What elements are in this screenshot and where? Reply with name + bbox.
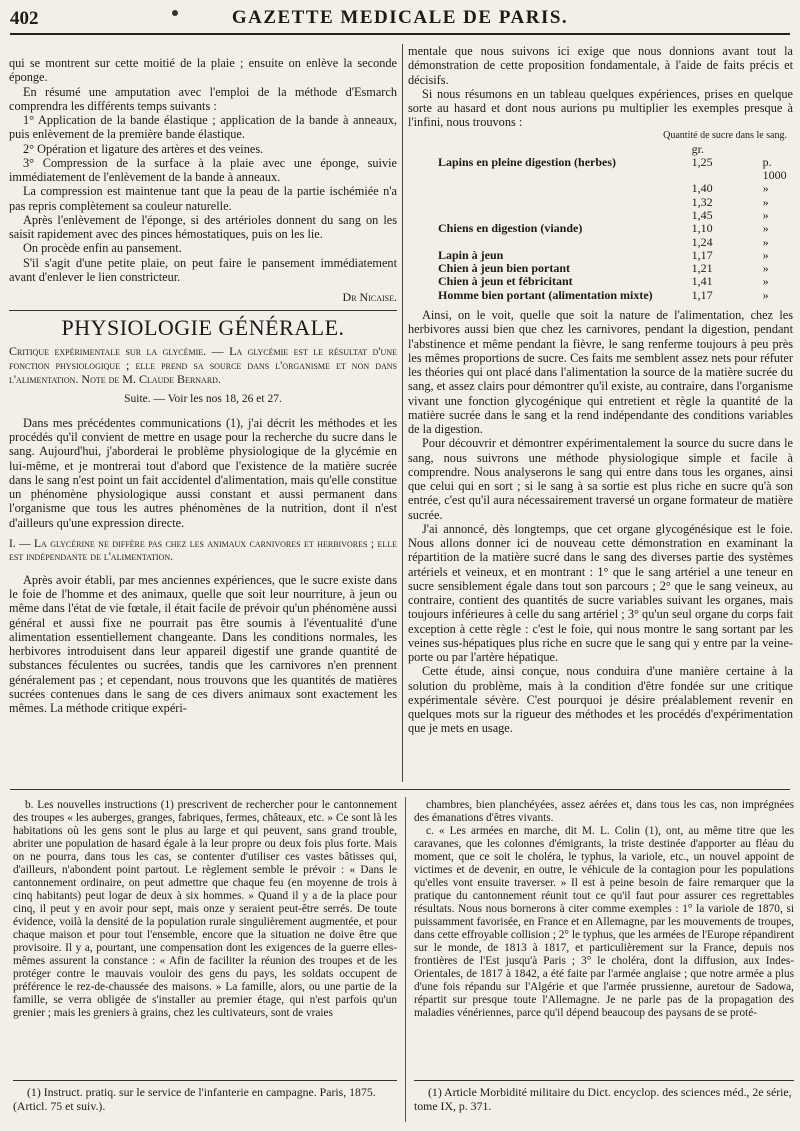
table-value: 1,21 [691, 261, 713, 276]
paragraph: b. Les nouvelles instructions (1) prescrivent de rechercher pour le cantonnement des troupes « les auberges, granges, fabriques, fermes, châteaux, etc. » Ce sont là les habitations où les gens sont le plus au large et qui peuvent, sans grand trouble, abriter une population de hasard égale à la leur propre ou deux fois plus forte. Mais on ne pourra, dans tous les cas, se contenter d'utiliser ces vastes bâtisses qui, d'ailleurs, n'abondent point partout. Le règlement semble le prévoir : « Dans le cantonnement ordinaire, on peut admettre que chaque feu (en moyenne de trois à cinq habitants) peut logar de deux à six hommes. » Quand il y a de la place pour cinq, il peut y en avoir pour sept, mais onze y seraient peut-être serrés. De toute évidence, voilà la densité de la population rurale singulièrement augmentée, et pour chaque maison et pour tout l'ensemble, encore que la situation ne doive être que provisoire. Il y a, pourtant, une compensation dont les exigences de la guerre elles-mêmes assurent la constance : « Afin de faciliter la réunion des troupes et de les protéger contre le mauvais vouloir des gens du pays, les soldats occupent de préférence le rez-de-chaussée des maisons. » La famille, alors, ou une partie de la famille, se verra obligée de s'installer au premier étage, qui n'est parfois qu'un grenier ; mais les greniers à grains, chez les cultivateurs, sont de vraies [13, 799, 397, 1019]
journal-title: GAZETTE MEDICALE DE PARIS. [231, 7, 569, 28]
paragraph: Après l'enlèvement de l'éponge, si des artérioles donnent du sang on les saisit rapidement avec des pinces hémostatiques, puis on les lie. [9, 212, 397, 241]
table-value: 1,45 [691, 207, 713, 222]
table-unit: » [762, 221, 769, 236]
table-unit: » [762, 247, 769, 262]
footnote-text: (1) Instruct. pratiq. sur le service de l'infanterie en campagne. Paris, 1875. (Articl. 75 et suiv.). [13, 1085, 376, 1113]
table-row [408, 236, 793, 249]
page-number: 402 [10, 8, 39, 29]
footnote-text: (1) Article Morbidité militaire du Dict. encyclop. des sciences méd., 2e série, tome IX, p. 371. [414, 1085, 792, 1113]
table-header: Quantité de sucre dans le sang. [663, 129, 787, 141]
paragraph: S'il s'agit d'une petite plaie, on peut faire le pansement immédiatement avant d'enlever le lien constricteur. [9, 255, 397, 284]
section-title: PHYSIOLOGIE GÉNÉRALE. [61, 315, 345, 341]
paragraph: Ainsi, on le voit, quelle que soit la nature de l'alimentation, chez les herbivores aussi bien que chez les carnivores, pendant la digestion, pendant l'abstinence et même pendant la fièvre, le sang renferme toujours à peu près les mêmes proportions de sucre. Ces faits me semblent assez nets pour réfuter les théories qui ont placé dans l'alimentation la source de la matière sucrée du sang, et assez clairs pour démontrer qu'il existe, au contraire, dans l'organisme vivant une fonction glycogénique qui entretient et règle la quantité de la matière sucrée dans le sang et la rend indépendante des conditions variables de la digestion. [408, 308, 793, 437]
table-value: 1,17 [691, 287, 713, 302]
table-row [408, 209, 793, 222]
notes-left [13, 799, 397, 1020]
table-label [408, 196, 692, 209]
table-header-row [408, 143, 793, 156]
subheading: I. — La glycérine ne diffère pas chez les animaux carnivores et herbivores ; elle est indépendante de l'alimentation. [9, 537, 397, 564]
table-label: Chien à jeun bien portant [438, 261, 571, 276]
table-label [408, 209, 692, 222]
paragraph: mentale que nous suivons ici exige que nous donnions avant tout la démonstration de cette proposition fondamentale, à l'aide de faits précis et décisifs. [408, 44, 793, 87]
paragraph: 2° Opération et ligature des artères et des veines. [23, 141, 264, 156]
esmarch-summary [9, 56, 397, 284]
table-unit: » [762, 207, 769, 222]
paragraph: On procède enfin au pansement. [23, 241, 182, 256]
paragraph: Pour découvrir et démontrer expérimentalement la source du sucre dans le sang, nous suivrons une méthode physiologique simple et facile à comprendre. Nous analyserons le sang qui entre dans tous les organes, ainsi que celui qui en sort ; si le sang à sa sortie est plus riche en sucre qu'à son entrée, c'est qu'il aura nécessairement traversé un organe formateur de matière sucrée. [408, 436, 793, 522]
paragraph: Dans mes précédentes communications (1), j'ai décrit les méthodes et les procédés qu'il convient de mettre en usage pour la recherche du sucre dans le sang. Aujourd'hui, j'aborderai le problème physiologique de la glycémie en lui-même, et je montrerai tout d'abord que l'existence de la matière sucrée dans le sang n'est point un fait accidentel d'alimentation, mais qu'elle constitue un phénomène physiologique aussi constant et aussi permanent dans l'organisme que tous les autres phénomènes de la nutrition, dont il n'est d'ailleurs qu'une expression directe. [9, 415, 397, 530]
table-row [408, 156, 793, 183]
footnote-left [13, 1086, 397, 1113]
table-row [408, 222, 793, 235]
paragraph: 1° Application de la bande élastique ; application de la bande à anneaux, puis enlèvement de la première bande élastique. [9, 113, 397, 142]
sugar-table [408, 143, 793, 303]
printer-dot [172, 10, 178, 16]
left-column [9, 56, 397, 715]
page-header [10, 6, 790, 32]
section-separator [9, 310, 397, 311]
paragraph: En résumé une amputation avec l'emploi de la méthode d'Esmarch comprendra les différents temps suivants : [9, 84, 397, 113]
table-row [408, 289, 793, 302]
table-value: 1,10 [691, 221, 713, 236]
table-value: 1,17 [691, 247, 713, 262]
table-label: Lapins en pleine digestion (herbes) [438, 154, 617, 169]
paragraph: Après avoir établi, par mes anciennes expériences, que le sucre existe dans le foie de l'homme et des animaux, quelle que soit leur nourriture, à jeun ou même dans l'état de vie fœtale, il était facile de prévoir qu'un phénomène aussi général et aussi fixe ne pourrait pas être soumis à l'éventualité d'une alimentation essentiellement changeante. Dans les conditions normales, les herbivores introduisent dans leur appareil digestif une grande quantité de substances féculentes ou sucrées, tandis que les carnivores n'en prennent généralement pas ; et cependant, nous trouvons que les quantités de matières sucrées contenues dans le sang de ces divers animaux sont exactement les mêmes. La méthode critique expéri- [9, 572, 397, 715]
article-heading: Critique expérimentale sur la glycémie. — La glycémie est le résultat d'une fonction physiologique ; elle prend sa source dans l'organisme et non dans l'alimentation. Note de M. Claude Bernard. [9, 343, 397, 386]
table-unit: » [762, 261, 769, 276]
author-signature: Dr Nicaise. [342, 290, 397, 304]
table-unit: » [762, 234, 769, 249]
paragraph: La compression est maintenue tant que la peau de la partie ischémiée n'a pas repris complètement sa couleur naturelle. [9, 184, 397, 213]
header-rule [10, 33, 790, 35]
table-label: Chien à jeun et fébricitant [438, 274, 573, 289]
footnote-rule-left [13, 1080, 397, 1081]
table-unit: » [762, 181, 769, 196]
column-divider [402, 44, 403, 782]
table-value: 1,32 [691, 194, 713, 209]
table-unit: p. 1000 [762, 154, 787, 183]
continuation-note: Suite. — Voir les nos 18, 26 et 27. [124, 392, 282, 405]
paragraph: chambres, bien planchéyées, assez aérées et, dans tous les cas, non imprégnées des émanations d'êtres vivants. [414, 799, 794, 824]
table-value: 1,24 [691, 234, 713, 249]
table-row [408, 275, 793, 288]
table-value: 1,25 [691, 154, 713, 169]
paragraph: c. « Les armées en marche, dit M. L. Colin (1), ont, au même titre que les caravanes, que les colonnes d'émigrants, la triste destinée d'apporter au fléau du moment, que ce soit le choléra, le typhus, la variole, etc., un nouvel appoint de victimes et de devenir, en outre, le véhicule de la contagion pour les populations qu'elles vont ensuite traverser. » Il est à peine besoin de faire remarquer que la pratique du cantonnement réunit tout ce qu'il faut pour assurer ces regrettables résultats. Nous nous bornerons à citer comme exemples : 1° la variole de 1870, si puissamment favorisée, en France et en Allemagne, par les mouvements de troupes, dans cette effroyable collision ; 2° le typhus, que les armées de l'Europe répandirent sur le monde, de 1813 à 1817, et particulièrement sur la France, depuis nos frontières de l'Est jusqu'à Paris ; 3° le choléra, dont la diffusion, aux Indes-Orientales, de 1817 à 1842, a été faite par l'armée anglaise ; que notre armée a plus d'une fois répandu sur l'Algérie et que l'armée prussienne, auretour de Sadowa, répartit sur presque toute l'Allemagne. Je ne parle pas de la propagation des maladies vénériennes, parce qu'il dépend beaucoup des paysans de se proté- [414, 825, 794, 1019]
notes-right [414, 799, 794, 1020]
table-row [408, 262, 793, 275]
table-row [408, 196, 793, 209]
paragraph: Cette étude, ainsi conçue, nous conduira d'une manière certaine à la solution du problème, mais à la condition d'être fondée sur une critique expérimentale sévère. C'est pourquoi je désire préalablement revenir en quelques mots sur la rigueur des méthodes et les procédés d'expérimentation que je mets en usage. [408, 664, 793, 736]
feuilleton-rule [10, 789, 790, 790]
table-value: 1,40 [691, 181, 713, 196]
table-value: 1,41 [691, 274, 713, 289]
footnote-right [414, 1086, 794, 1113]
table-unit: » [762, 274, 769, 289]
notes-column-divider [405, 797, 406, 1122]
table-unit-header: gr. [691, 141, 705, 156]
table-label [408, 236, 692, 249]
table-label: Chiens en digestion (viande) [438, 221, 583, 236]
paragraph: qui se montrent sur cette moitié de la plaie ; ensuite on enlève la seconde éponge. [9, 56, 397, 85]
table-unit: » [762, 287, 769, 302]
footnote-rule-right [414, 1080, 794, 1081]
table-label: Lapin à jeun [438, 247, 504, 262]
paragraph: 3° Compression de la surface à la plaie avec une éponge, suivie immédiatement de l'enlèvement de la bande à anneaux. [9, 155, 397, 184]
table-label [408, 182, 692, 195]
paragraph: J'ai annoncé, dès longtemps, que cet organe glycogénésique est le foie. Nous allons donner ici de nouveau cette démonstration en examinant la répartition de la matière sucré dans le sang des diverses partie des systèmes artériels et veineux, et en montrant : 1° que le sang artériel a une teneur en sucre sensiblement égale dans tout son parcours ; 2° que le sang veineux, au contraire, contient des quantités de sucre variables suivant les organes, mais toujours inférieures à celle du sang artériel ; 3° qu'un seul organe du corps fait exception à cette règle : c'est le foie, qui nous montre le sang sortant par les veines sus-hépatiques plus riche en sucre que le sang qui y entre par la veine-porte ou par l'artère hépatique. [408, 521, 793, 665]
table-unit: » [762, 194, 769, 209]
table-row [408, 249, 793, 262]
table-row [408, 182, 793, 195]
paragraph: Si nous résumons en un tableau quelques expériences, prises en quelque sorte au hasard et dont nous aurions pu multiplier les exemples presque à l'infini, nous trouvons : [408, 86, 793, 130]
right-column [408, 44, 793, 736]
table-label: Homme bien portant (alimentation mixte) [438, 287, 653, 302]
